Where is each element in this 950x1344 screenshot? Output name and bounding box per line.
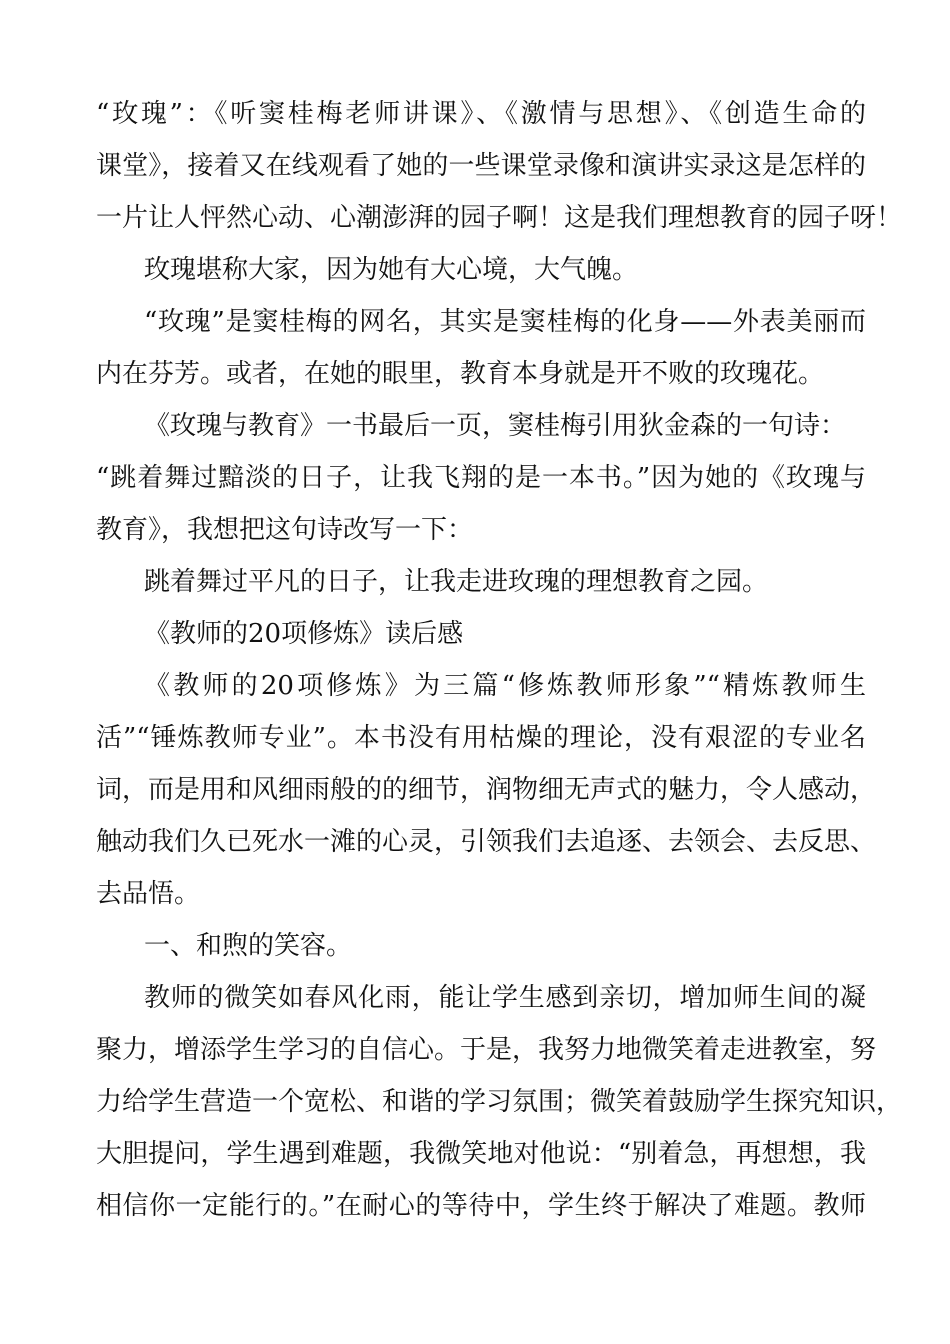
text-line-16: 去品悟。 — [96, 879, 201, 909]
text-line-19: 聚力，增添学生学习的自信心。于是，我努力地微笑着走进教室，努 — [96, 1035, 877, 1065]
text-line-15: 触动我们久已死水一滩的心灵，引领我们去追逐、去领会、去反思、 — [96, 827, 877, 857]
text-line-11: 《教师的20项修炼》读后感 — [144, 619, 464, 649]
text-line-22: 相信你一定能行的。”在耐心的等待中，学生终于解决了难题。教师 — [96, 1191, 866, 1221]
text-line-5: “玫瑰”是窦桂梅的网名，其实是窦桂梅的化身——外表美丽而 — [144, 307, 866, 337]
text-line-4: 玫瑰堪称大家，因为她有大心境，大气魄。 — [144, 255, 639, 285]
text-line-21: 大胆提问，学生遇到难题，我微笑地对他说：“别着急，再想想，我 — [96, 1139, 866, 1169]
text-line-1: “玫瑰”：《听窦桂梅老师讲课》、《激情与思想》、《创造生命的 — [96, 99, 866, 129]
text-line-17: 一、和煦的笑容。 — [144, 931, 353, 961]
text-line-3: 一片让人怦然心动、心潮澎湃的园子啊！这是我们理想教育的园子呀！ — [96, 203, 903, 233]
text-line-18: 教师的微笑如春风化雨，能让学生感到亲切，增加师生间的凝 — [144, 983, 866, 1013]
text-line-2: 课堂》，接着又在线观看了她的一些课堂录像和演讲实录这是怎样的 — [96, 151, 866, 181]
text-line-9: 教育》，我想把这句诗改写一下： — [96, 515, 474, 545]
text-line-10: 跳着舞过平凡的日子，让我走进玫瑰的理想教育之园。 — [144, 567, 769, 597]
text-line-8: “跳着舞过黯淡的日子，让我飞翔的是一本书。”因为她的《玫瑰与 — [96, 463, 866, 493]
text-line-14: 词，而是用和风细雨般的的细节，润物细无声式的魅力，令人感动， — [96, 775, 877, 805]
text-line-20: 力给学生营造一个宽松、和谐的学习氛围；微笑着鼓励学生探究知识， — [96, 1087, 903, 1117]
text-line-6: 内在芬芳。或者，在她的眼里，教育本身就是开不败的玫瑰花。 — [96, 359, 825, 389]
text-line-12: 《教师的20项修炼》为三篇“修炼教师形象”“精炼教师生 — [144, 671, 866, 701]
text-line-13: 活”“锤炼教师专业”。本书没有用枯燥的理论，没有艰涩的专业名 — [96, 723, 866, 753]
text-line-7: 《玫瑰与教育》一书最后一页，窦桂梅引用狄金森的一句诗： — [144, 411, 847, 441]
